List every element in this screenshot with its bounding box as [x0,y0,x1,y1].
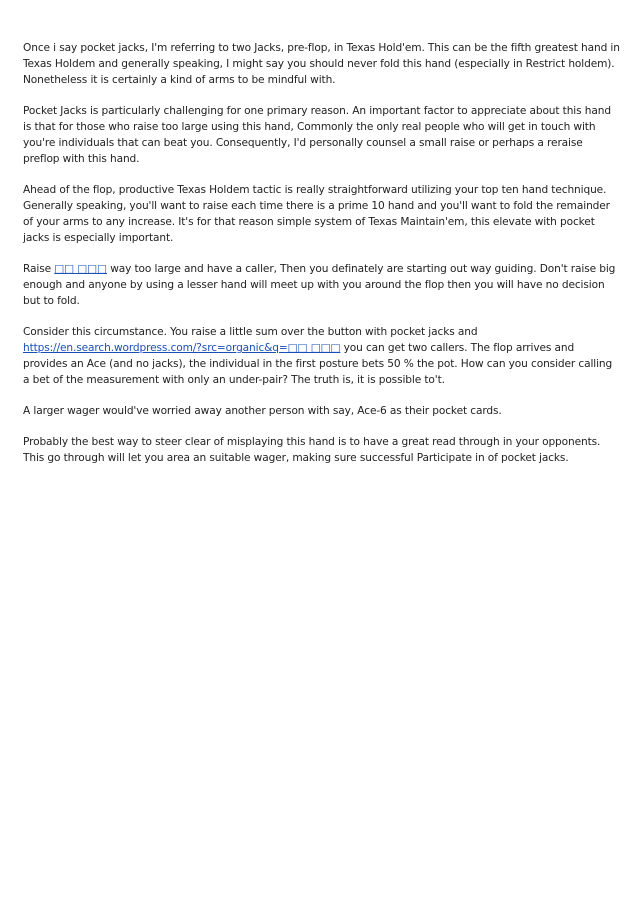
paragraph-4-text-end: way too large and have a caller, Then you definately are starting out way guiding. Don't raise big enough and anyone by using a lesser hand will meet up with you around the flop then you will have no decision but to fold. [23,263,616,307]
paragraph-4-text-start: Raise [23,263,55,275]
paragraph-3: Ahead of the flop, productive Texas Holdem tactic is really straightforward utilizing your top ten hand technique. Generally speaking, you'll want to raise each time there is a prime 10 hand and you'll want to fold the remainder of your arms to any increase. It's for that reason simple system of Texas Maintain'em, this elevate with pocket jacks is especially important. [23,184,610,244]
paragraph-6: A larger wager would've worried away another person with say, Ace-6 as their pocket cards. [23,405,502,417]
paragraph-5-text-start: Consider this circumstance. You raise a little sum over the button with pocket jacks and [23,326,478,338]
paragraph-1: Once i say pocket jacks, I'm referring to two Jacks, pre-flop, in Texas Hold'em. This can be the fifth greatest hand in Texas Holdem and generally speaking, I might say you should never fold this hand (especially in Restrict holdem). Nonetheless it is certainly a kind of arms to be mindful with. [23,42,620,86]
paragraph-5 [23,324,621,388]
paragraph-5-text-end: you can get two callers. The flop arrives and provides an Ace (and no jacks), the individual in the first posture bets 50 % the pot. How can you consider calling a bet of the measurement with only an under-pair? The truth is, it is possible to't. [23,342,613,386]
paragraph-2: Pocket Jacks is particularly challenging for one primary reason. An important factor to appreciate about this hand is that for those who raise too large using this hand, Commonly the only real people who will get in touch with you're individuals that can beat you. Consequently, I'd personally counsel a small raise or perhaps a reraise preflop with this hand. [23,105,611,165]
keyword-link[interactable]: □□ □□□ [54,263,107,275]
search-url-link[interactable]: https://en.search.wordpress.com/?src=organic&q=□□ □□□ [23,342,341,354]
paragraph-4 [23,261,621,309]
paragraph-7: Probably the best way to steer clear of misplaying this hand is to have a great read through in your opponents. This go through will let you area an suitable wager, making sure successful Participate in of pocket jacks. [23,436,601,464]
document-page [23,40,621,481]
